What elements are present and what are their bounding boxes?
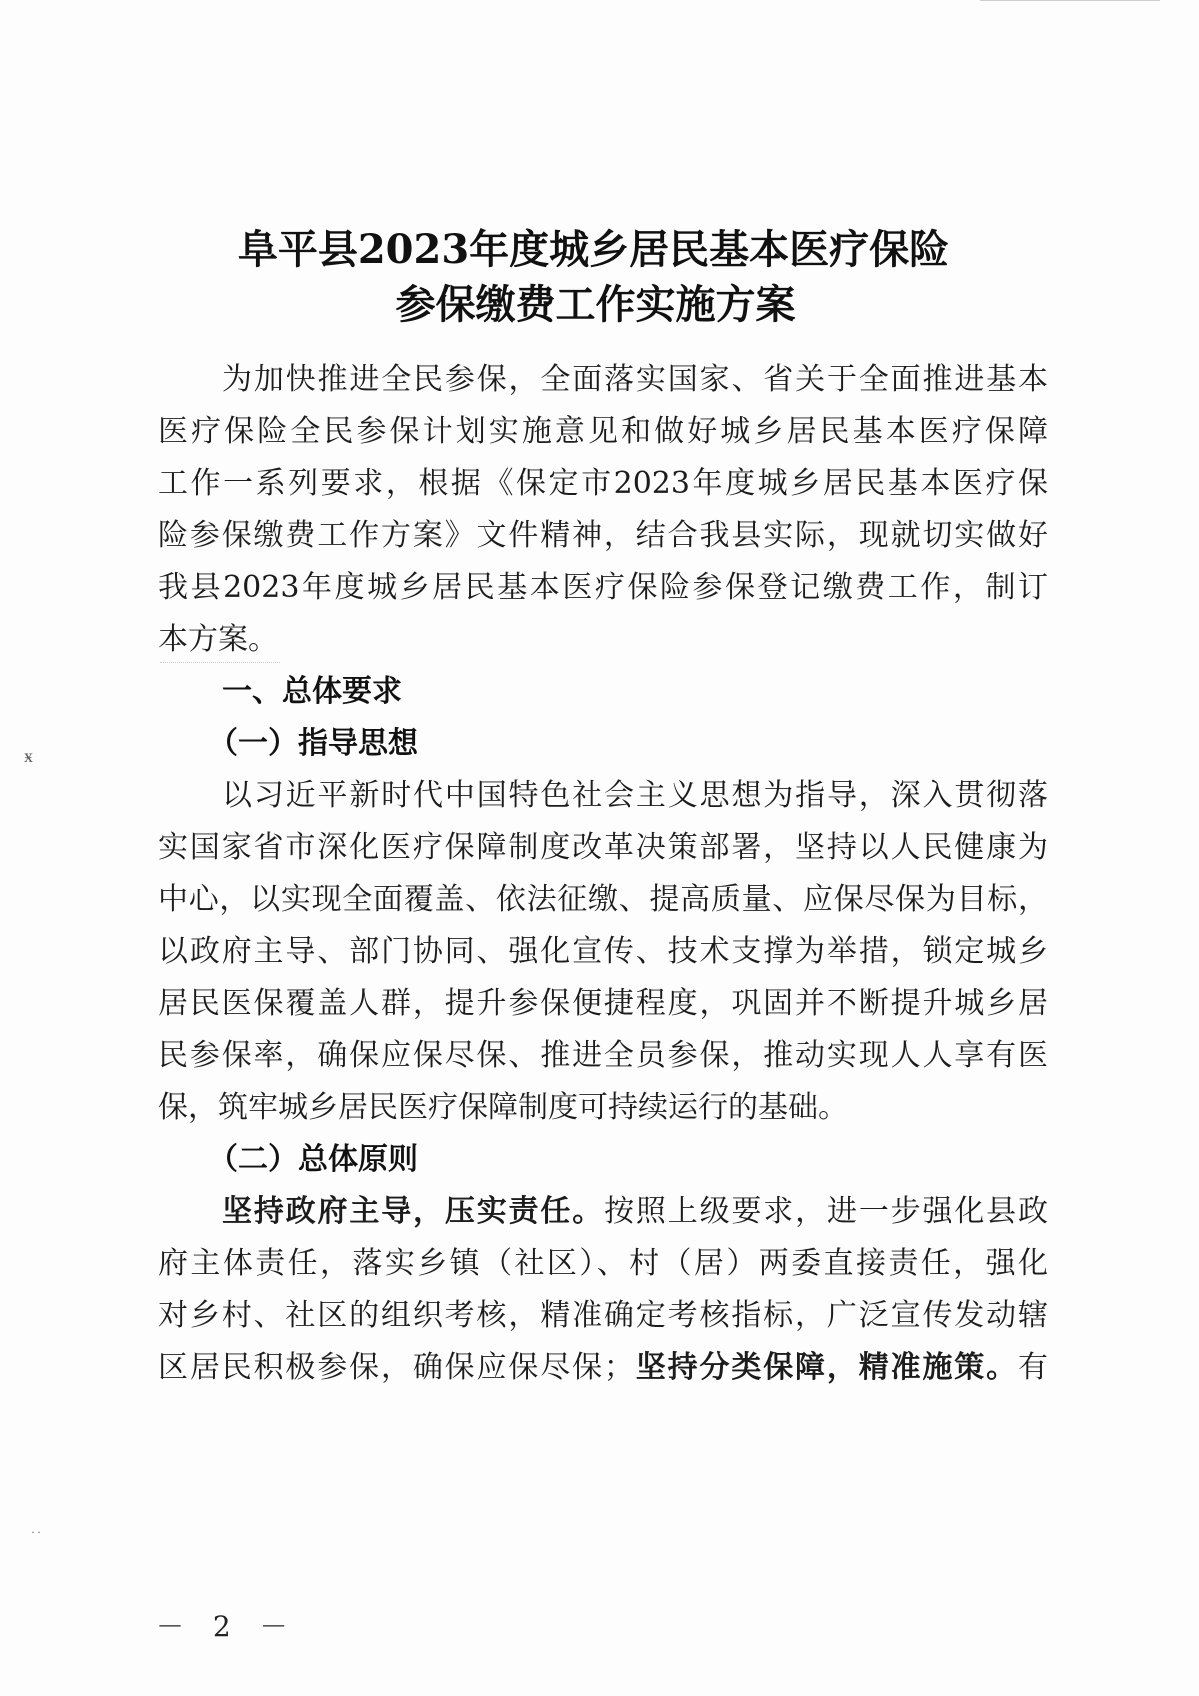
- document-title-line-1: 阜平县2023年度城乡居民基本医疗保险: [237, 226, 950, 273]
- principle-line-3: 对乡村、社区的组织考核，精准确定考核指标，广泛宣传发动辖: [158, 1298, 1048, 1333]
- document-title-line-2: 参保缴费工作实施方案: [395, 281, 796, 328]
- scan-dotted-line: [160, 662, 280, 663]
- subsection-heading-guiding-ideology: （一）指导思想: [208, 726, 418, 761]
- guiding-line-4: 以政府主导、部门协同、强化宣传、技术支撑为举措，锁定城乡: [158, 934, 1048, 969]
- principle-bold-2: 坚持分类保障，精准施策。: [633, 1350, 1019, 1385]
- scan-dot-mark: ˙˙: [30, 1530, 42, 1544]
- guiding-line-1: 以习近平新时代中国特色社会主义思想为指导，深入贯彻落: [222, 778, 1048, 813]
- intro-line-6: 本方案。: [158, 622, 278, 657]
- page-number: － 2 －: [156, 1610, 298, 1643]
- intro-line-3: 工作一系列要求，根据《保定市2023年度城乡居民基本医疗保: [158, 466, 1048, 501]
- guiding-line-3: 中心，以实现全面覆盖、依法征缴、提高质量、应保尽保为目标，: [158, 882, 1048, 917]
- scan-speck-mark: ӿ: [24, 746, 33, 767]
- intro-line-2: 医疗保险全民参保计划实施意见和做好城乡居民基本医疗保障: [158, 414, 1048, 449]
- guiding-line-6: 民参保率，确保应保尽保、推进全员参保，推动实现人人享有医: [158, 1038, 1048, 1073]
- intro-line-5: 我县2023年度城乡居民基本医疗保险参保登记缴费工作，制订: [158, 570, 1048, 605]
- principle-line-1-rest: 按照上级要求，进一步强化县政: [604, 1194, 1049, 1229]
- scan-edge-line: [980, 0, 1160, 1]
- guiding-line-2: 实国家省市深化医疗保障制度改革决策部署，坚持以人民健康为: [158, 830, 1048, 865]
- principle-line-1: [222, 1194, 1048, 1230]
- principle-bold-1: 坚持政府主导，压实责任。: [222, 1194, 605, 1229]
- subsection-heading-general-principles: （二）总体原则: [208, 1142, 418, 1177]
- principle-line-2: 府主体责任，落实乡镇（社区）、村（居）两委直接责任，强化: [158, 1246, 1048, 1281]
- guiding-line-7: 保，筑牢城乡居民医疗保障制度可持续运行的基础。: [158, 1090, 848, 1125]
- intro-line-1: 为加快推进全民参保，全面落实国家、省关于全面推进基本: [222, 362, 1048, 397]
- principle-line-4: [158, 1350, 1048, 1386]
- principle-line-4-start: 区居民积极参保，确保应保尽保；: [158, 1350, 634, 1385]
- section-heading-general-requirements: 一、总体要求: [222, 674, 402, 709]
- guiding-line-5: 居民医保覆盖人群，提升参保便捷程度，巩固并不断提升城乡居: [158, 986, 1048, 1021]
- intro-line-4: 险参保缴费工作方案》文件精神，结合我县实际，现就切实做好: [158, 518, 1048, 553]
- principle-line-4-end: 有: [1018, 1350, 1049, 1385]
